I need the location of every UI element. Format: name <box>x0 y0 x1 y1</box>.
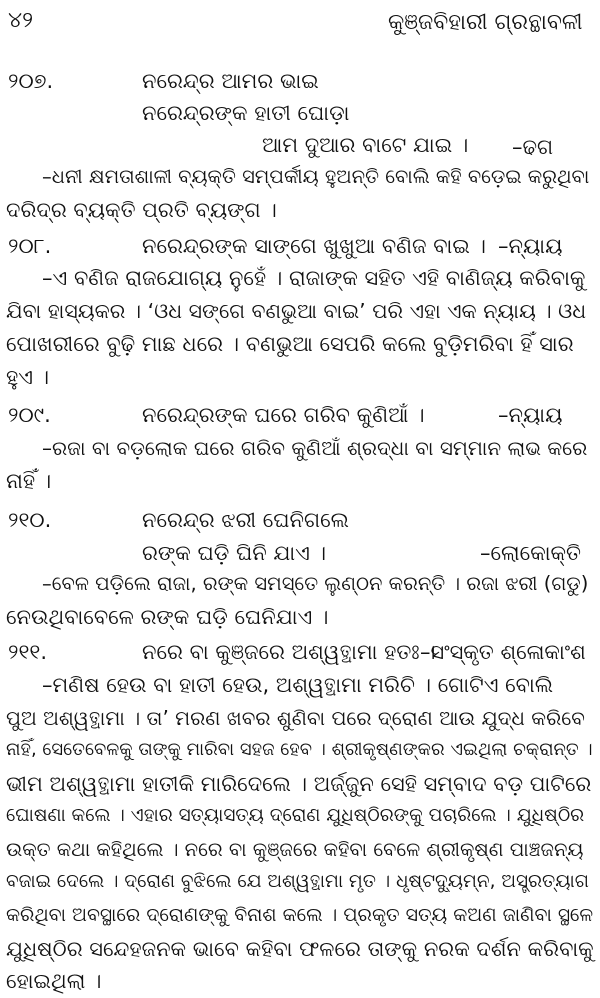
proverb-line: ନରେ ବା କୁଞ୍ଜରେ ଅଶ୍ୱତ୍ଥାମା ହତଃ । <box>142 640 436 664</box>
entry-number: ୨୦୭. <box>8 69 54 93</box>
explanation-line: କରିଥିବା ଅବସ୍ଥାରେ ଦ୍ରୋଣଙ୍କୁ ବିନାଶ କଲେ । ପ୍ରକୃତ ସତ୍ୟ କଅଣ ଜାଣିବା ସ୍ଥଳେ <box>6 904 594 926</box>
book-title: କୁଞ୍ଜବିହାରୀ ଗ୍ରନ୍ଥାବଳୀ <box>388 10 583 35</box>
explanation-line: ଯିବା ହାସ୍ୟକର । ‘ଓଧ ସଙ୍ଗେ ବଣଭୁଆ ବାଇ’ ପରି ଏହା ଏକ ନ୍ୟାୟ । ଓଧ <box>6 299 587 323</box>
entry-number: ୨୧୦. <box>8 508 52 532</box>
explanation-line: ନେଉଥିବାବେଳେ ରଙ୍କ ଘଡ଼ି ଘେନିଯାଏ । <box>6 605 329 629</box>
proverb-line: ନରେନ୍ଦ୍ରଙ୍କ ଘରେ ଗରିବ କୁଣିଆଁ । <box>142 403 425 427</box>
proverb-line: ନରେନ୍ଦ୍ରଙ୍କ ସାଙ୍ଗେ ଖୁଖୁଆ ବଣିଜ ବାଇ । <box>142 234 486 258</box>
explanation-line: –ମଣିଷ ହେଉ ବା ହାତୀ ହେଉ, ଅଶ୍ୱତ୍ଥାମା ମରିଚି । ଗୋଟିଏ ବୋଲି <box>42 673 554 697</box>
entry-number: ୨୦୮. <box>8 234 52 258</box>
explanation-line: ପୁଅ ଅଶ୍ୱତ୍ଥାମା । ତା’ ମରଣ ଖବର ଶୁଣିବା ପରେ ଦ୍ରୋଣ ଆଉ ଯୁଦ୍ଧ କରିବେ <box>6 706 585 730</box>
explanation-line: –ବେଳ ପଡ଼ିଲେ ରାଜା, ରଙ୍କ ସମସ୍ତେ ଲୁଣ୍ଠନ କରନ୍ତି । ରଜା ଝରୀ (ଗଡୁ) <box>42 572 589 595</box>
category-label: –ଢଗ <box>512 135 554 159</box>
explanation-line: ଦରିଦ୍ର ବ୍ୟକ୍ତି ପ୍ରତି ବ୍ୟଙ୍ଗ । <box>6 198 277 222</box>
proverb-line: ନରେନ୍ଦ୍ର ଆମର ଭାଇ <box>142 69 319 93</box>
explanation-line: ଉକ୍ତ କଥା କହିଥିଲେ । ନରେ ବା କୁଞ୍ଜରେ କହିବା ବେଳେ ଶ୍ରୀକୃଷ୍ଣ ପାଞ୍ଚଜନ୍ୟ <box>6 838 584 861</box>
explanation-line: ନାହିଁ, ସେତେବେଳକୁ ତାଙ୍କୁ ମାରିବା ସହଜ ହେବ । ଶ୍ରୀକୃଷ୍ଣଙ୍କର ଏଇଥିଲା ଚକ୍ରାନ୍ତ । <box>6 739 593 760</box>
explanation-line: ଭୀମ ଅଶ୍ୱତ୍ଥାମା ହାତୀକି ମାରିଦେଲେ । ଅର୍ଜ୍ଜୁନ ସେହି ସମ୍ବାଦ ବଡ଼ ପାଟିରେ <box>6 772 592 796</box>
category-label: –ନ୍ୟାୟ <box>498 234 563 258</box>
explanation-line: ଯୁଧିଷ୍ଠିର ସନ୍ଦେହଜନକ ଭାବେ କହିବା ଫଳରେ ତାଙ୍କୁ ନରକ ଦର୍ଶନ କରିବାକୁ <box>6 937 594 961</box>
entry-number: ୨୦୯. <box>8 403 51 427</box>
explanation-line: ଘୋଷଣା କଲେ । ଏହାର ସତ୍ୟାସତ୍ୟ ଦ୍ରୋଣ ଯୁଧିଷ୍ଠିରଙ୍କୁ ପଚାରିଲେ । ଯୁଧିଷ୍ଠିର <box>6 805 585 826</box>
entry-number: ୨୧୧. <box>8 640 48 664</box>
explanation-line: ପୋଖରୀରେ ବୁଢ଼ି ମାଛ ଧରେ । ବଣଭୁଆ ସେପରି କଲେ ବୁଡ଼ିମରିବା ହିଁ ସାର <box>6 332 574 356</box>
page-number: ୪୨ <box>8 8 34 33</box>
proverb-line: ଆମ ଦୁଆର ବାଟେ ଯାଇ । <box>262 133 469 157</box>
explanation-line: ନାହିଁ । <box>6 469 52 493</box>
explanation-line: –ଏ ବଣିଜ ରାଜଯୋଗ୍ୟ ନୁହେଁ । ରାଜାଙ୍କ ସହିତ ଏହି ବାଣିଜ୍ୟ କରିବାକୁ <box>42 266 586 290</box>
category-label: –ସଂସ୍କୃତ ଶ୍ଳୋକାଂଶ <box>420 640 586 664</box>
proverb-line: ନରେନ୍ଦ୍ରଙ୍କ ହାତୀ ଘୋଡ଼ା <box>142 101 350 125</box>
category-label: –ନ୍ୟାୟ <box>498 403 563 427</box>
explanation-line: –ରଜା ବା ବଡ଼ଲୋକ ଘରେ ଗରିବ କୁଣିଆଁ ଶ୍ରଦ୍ଧା ବା ସମ୍ମାନ ଲାଭ କରେ <box>42 436 588 460</box>
explanation-line: ବଜାଇ ଦେଲେ । ଦ୍ରୋଣ ବୁଝିଲେ ଯେ ଅଶ୍ୱତ୍ଥାମା ମୃତ । ଧୃଷ୍ଟଦ୍ୟୁମ୍ନ, ଅସ୍ତ୍ରତ୍ୟାଗ <box>6 871 589 892</box>
explanation-line: ହୁଏ । <box>6 365 50 389</box>
proverb-line: ରଙ୍କ ଘଡ଼ି ଘିନି ଯାଏ । <box>142 541 327 565</box>
proverb-line: ନରେନ୍ଦ୍ର ଝରୀ ଘେନିଗଲେ <box>142 508 349 532</box>
explanation-line: ହୋଇଥିଲା । <box>6 969 102 993</box>
explanation-line: –ଧନୀ କ୍ଷମତାଶାଳୀ ବ୍ୟକ୍ତି ସମ୍ପର୍କୀୟ ହୁଅନ୍ତି ବୋଲି କହି ବଡ଼େଇ କରୁଥିବା <box>42 165 590 188</box>
category-label: –ଲୋକୋକ୍ତି <box>480 541 581 565</box>
